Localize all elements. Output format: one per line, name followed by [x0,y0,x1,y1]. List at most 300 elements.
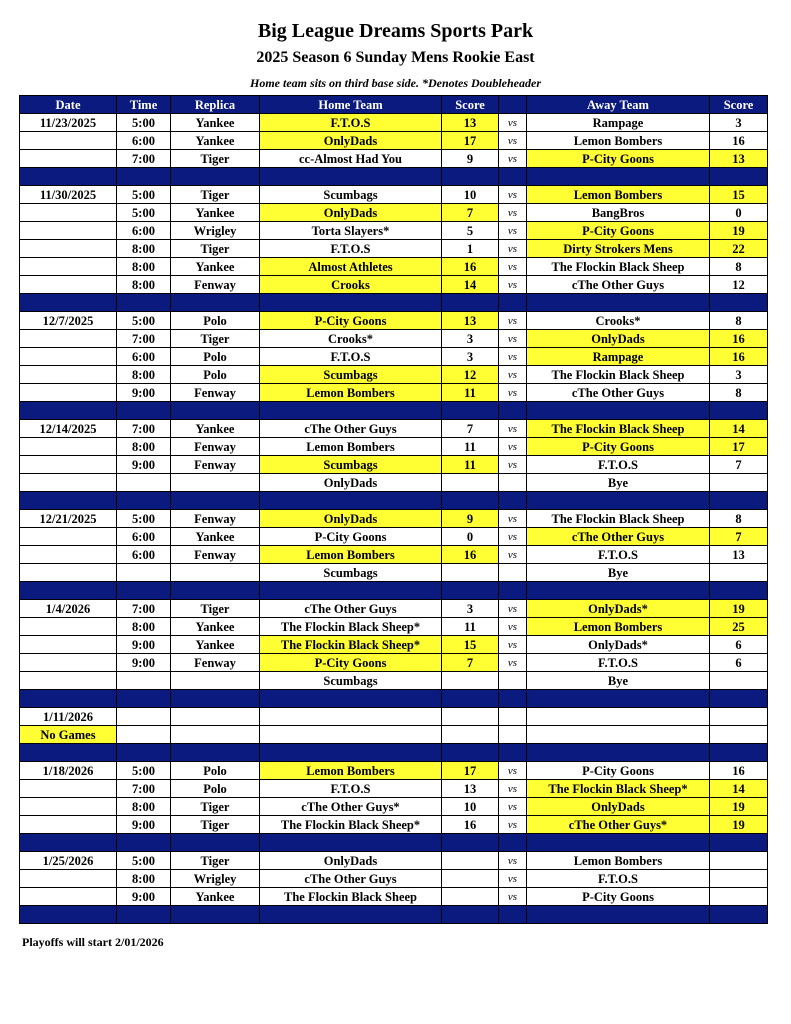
vs-cell: vs [499,888,527,906]
table-row [20,240,768,258]
separator-row [20,402,768,420]
time-cell: 8:00 [117,258,171,276]
date-cell [20,636,117,654]
date-cell [20,204,117,222]
home-team-cell [260,726,442,744]
vs-cell: vs [499,258,527,276]
away-team-cell: cThe Other Guys [527,384,710,402]
separator-cell [442,690,499,708]
date-cell: 1/18/2026 [20,762,117,780]
replica-cell: Tiger [171,852,260,870]
time-cell: 6:00 [117,222,171,240]
home-score-cell: 12 [442,366,499,384]
away-score-cell: 6 [710,636,768,654]
table-row [20,330,768,348]
vs-cell: vs [499,420,527,438]
vs-cell: vs [499,618,527,636]
vs-cell: vs [499,870,527,888]
vs-cell [499,474,527,492]
replica-cell: Yankee [171,258,260,276]
home-team-cell: Scumbags [260,186,442,204]
table-row [20,276,768,294]
table-row [20,456,768,474]
table-row [20,384,768,402]
separator-cell [527,582,710,600]
separator-cell [527,492,710,510]
away-score-cell: 19 [710,816,768,834]
vs-cell: vs [499,816,527,834]
vs-cell: vs [499,528,527,546]
col-header-away-score: Score [710,96,768,114]
time-cell: 5:00 [117,762,171,780]
time-cell: 6:00 [117,132,171,150]
away-score-cell [710,708,768,726]
separator-cell [171,582,260,600]
separator-row [20,834,768,852]
away-score-cell: 16 [710,132,768,150]
time-cell: 8:00 [117,870,171,888]
date-cell: 1/25/2026 [20,852,117,870]
time-cell: 7:00 [117,420,171,438]
date-cell [20,870,117,888]
away-team-cell: Rampage [527,114,710,132]
vs-cell: vs [499,348,527,366]
separator-cell [442,168,499,186]
time-cell: 5:00 [117,852,171,870]
separator-cell [117,690,171,708]
home-score-cell: 11 [442,384,499,402]
replica-cell: Fenway [171,276,260,294]
table-row [20,888,768,906]
separator-cell [710,744,768,762]
table-row [20,132,768,150]
away-team-cell: OnlyDads [527,798,710,816]
away-team-cell: Crooks* [527,312,710,330]
replica-cell [171,708,260,726]
schedule-table [19,95,768,924]
vs-cell: vs [499,384,527,402]
away-score-cell: 17 [710,438,768,456]
replica-cell: Fenway [171,510,260,528]
away-score-cell: 6 [710,654,768,672]
date-cell [20,888,117,906]
away-team-cell: The Flockin Black Sheep* [527,780,710,798]
away-score-cell: 8 [710,312,768,330]
table-row [20,636,768,654]
away-team-cell: cThe Other Guys [527,528,710,546]
date-cell: 12/21/2025 [20,510,117,528]
replica-cell: Fenway [171,546,260,564]
home-team-cell: OnlyDads [260,204,442,222]
vs-cell: vs [499,798,527,816]
separator-cell [499,690,527,708]
separator-cell [20,744,117,762]
home-team-cell: Crooks [260,276,442,294]
replica-cell: Tiger [171,240,260,258]
replica-cell: Yankee [171,888,260,906]
separator-cell [117,906,171,924]
away-score-cell: 16 [710,762,768,780]
away-team-cell: F.T.O.S [527,546,710,564]
separator-cell [442,906,499,924]
time-cell: 5:00 [117,204,171,222]
home-team-cell: Lemon Bombers [260,546,442,564]
time-cell: 8:00 [117,618,171,636]
away-team-cell: BangBros [527,204,710,222]
separator-cell [710,168,768,186]
away-score-cell: 19 [710,798,768,816]
date-cell: 11/30/2025 [20,186,117,204]
header-note: Home team sits on third base side. *Denotes Doubleheader [250,76,541,90]
away-score-cell: 25 [710,618,768,636]
separator-cell [710,492,768,510]
away-team-cell: P-City Goons [527,888,710,906]
away-score-cell: 13 [710,546,768,564]
table-row [20,546,768,564]
home-team-cell: F.T.O.S [260,114,442,132]
separator-cell [260,906,442,924]
separator-cell [20,492,117,510]
date-cell [20,366,117,384]
time-cell: 6:00 [117,348,171,366]
away-score-cell: 8 [710,258,768,276]
away-team-cell: OnlyDads [527,330,710,348]
vs-cell: vs [499,762,527,780]
col-header-time: Time [117,96,171,114]
schedule-body [20,114,768,924]
separator-cell [442,402,499,420]
away-score-cell [710,852,768,870]
time-cell: 8:00 [117,366,171,384]
separator-cell [260,690,442,708]
time-cell: 6:00 [117,546,171,564]
table-row [20,186,768,204]
separator-cell [442,582,499,600]
vs-cell: vs [499,204,527,222]
home-team-cell: OnlyDads [260,474,442,492]
replica-cell: Fenway [171,438,260,456]
replica-cell [171,564,260,582]
home-score-cell: 13 [442,114,499,132]
away-score-cell [710,672,768,690]
away-team-cell: Lemon Bombers [527,852,710,870]
away-team-cell: OnlyDads* [527,636,710,654]
home-score-cell: 10 [442,798,499,816]
date-cell: No Games [20,726,117,744]
separator-cell [171,906,260,924]
away-team-cell: P-City Goons [527,150,710,168]
playoffs-note: Playoffs will start 2/01/2026 [22,935,164,949]
away-score-cell: 12 [710,276,768,294]
time-cell: 9:00 [117,654,171,672]
table-row [20,672,768,690]
vs-cell: vs [499,780,527,798]
page-title: Big League Dreams Sports Park [257,20,534,42]
time-cell: 8:00 [117,798,171,816]
separator-cell [171,690,260,708]
separator-cell [499,294,527,312]
col-header-replica: Replica [171,96,260,114]
away-score-cell: 8 [710,510,768,528]
date-cell: 1/11/2026 [20,708,117,726]
date-cell [20,258,117,276]
home-score-cell: 14 [442,276,499,294]
away-team-cell: P-City Goons [527,762,710,780]
home-score-cell [442,726,499,744]
home-team-cell: Crooks* [260,330,442,348]
vs-cell: vs [499,240,527,258]
separator-cell [710,690,768,708]
separator-cell [20,168,117,186]
vs-cell: vs [499,222,527,240]
vs-cell: vs [499,636,527,654]
home-team-cell: Lemon Bombers [260,384,442,402]
home-team-cell: F.T.O.S [260,240,442,258]
time-cell [117,564,171,582]
date-cell [20,564,117,582]
away-team-cell: Bye [527,672,710,690]
home-score-cell: 3 [442,330,499,348]
separator-cell [171,492,260,510]
home-team-cell: F.T.O.S [260,780,442,798]
date-cell [20,672,117,690]
away-score-cell: 3 [710,366,768,384]
vs-cell: vs [499,600,527,618]
table-row [20,114,768,132]
replica-cell: Tiger [171,330,260,348]
away-score-cell: 14 [710,420,768,438]
away-team-cell: F.T.O.S [527,654,710,672]
home-score-cell: 17 [442,132,499,150]
date-cell [20,438,117,456]
date-cell [20,654,117,672]
table-row [20,654,768,672]
replica-cell: Yankee [171,114,260,132]
away-team-cell [527,726,710,744]
replica-cell: Tiger [171,150,260,168]
home-score-cell: 11 [442,618,499,636]
home-team-cell: P-City Goons [260,654,442,672]
separator-cell [260,582,442,600]
home-team-cell: Lemon Bombers [260,438,442,456]
vs-cell: vs [499,654,527,672]
home-score-cell: 11 [442,456,499,474]
table-row [20,564,768,582]
time-cell: 5:00 [117,510,171,528]
home-score-cell [442,474,499,492]
home-score-cell: 16 [442,816,499,834]
table-row [20,348,768,366]
away-score-cell: 19 [710,222,768,240]
table-row [20,150,768,168]
replica-cell: Polo [171,366,260,384]
away-score-cell: 19 [710,600,768,618]
home-score-cell: 11 [442,438,499,456]
table-row [20,708,768,726]
separator-cell [20,690,117,708]
home-team-cell: Scumbags [260,456,442,474]
vs-cell: vs [499,456,527,474]
separator-cell [710,906,768,924]
separator-cell [499,492,527,510]
away-team-cell: Lemon Bombers [527,186,710,204]
home-score-cell: 9 [442,150,499,168]
date-cell [20,132,117,150]
separator-row [20,294,768,312]
table-row [20,438,768,456]
replica-cell: Polo [171,348,260,366]
separator-cell [527,402,710,420]
away-score-cell: 7 [710,528,768,546]
home-score-cell: 16 [442,258,499,276]
away-team-cell: Bye [527,474,710,492]
replica-cell: Polo [171,312,260,330]
date-cell: 12/14/2025 [20,420,117,438]
replica-cell: Wrigley [171,222,260,240]
away-score-cell: 22 [710,240,768,258]
away-score-cell [710,726,768,744]
home-score-cell [442,564,499,582]
date-cell [20,150,117,168]
home-team-cell: cThe Other Guys [260,420,442,438]
time-cell [117,474,171,492]
away-team-cell: Dirty Strokers Mens [527,240,710,258]
home-score-cell: 17 [442,762,499,780]
time-cell: 9:00 [117,456,171,474]
home-team-cell: cThe Other Guys* [260,798,442,816]
col-header-vs [499,96,527,114]
home-team-cell: The Flockin Black Sheep [260,888,442,906]
separator-cell [527,906,710,924]
home-team-cell: cThe Other Guys [260,600,442,618]
replica-cell: Yankee [171,420,260,438]
table-row [20,762,768,780]
separator-cell [117,492,171,510]
time-cell [117,672,171,690]
separator-cell [20,834,117,852]
table-row [20,600,768,618]
separator-cell [171,402,260,420]
time-cell: 6:00 [117,528,171,546]
date-cell [20,348,117,366]
away-score-cell [710,564,768,582]
date-cell [20,816,117,834]
separator-cell [117,582,171,600]
separator-cell [260,402,442,420]
separator-cell [527,294,710,312]
replica-cell: Tiger [171,186,260,204]
away-score-cell: 13 [710,150,768,168]
table-row [20,312,768,330]
table-row [20,798,768,816]
separator-cell [20,402,117,420]
away-score-cell: 8 [710,384,768,402]
time-cell [117,708,171,726]
home-team-cell [260,708,442,726]
date-cell [20,798,117,816]
time-cell: 5:00 [117,186,171,204]
home-team-cell: Scumbags [260,564,442,582]
home-score-cell: 16 [442,546,499,564]
separator-cell [171,294,260,312]
replica-cell [171,726,260,744]
col-header-away-team: Away Team [527,96,710,114]
home-team-cell: P-City Goons [260,312,442,330]
col-header-date: Date [20,96,117,114]
home-team-cell: F.T.O.S [260,348,442,366]
home-score-cell: 3 [442,348,499,366]
separator-cell [260,744,442,762]
separator-cell [20,582,117,600]
date-cell [20,330,117,348]
home-team-cell: Scumbags [260,672,442,690]
separator-cell [117,294,171,312]
separator-cell [171,744,260,762]
home-team-cell: Lemon Bombers [260,762,442,780]
replica-cell: Polo [171,780,260,798]
separator-row [20,168,768,186]
replica-cell: Tiger [171,600,260,618]
time-cell: 8:00 [117,438,171,456]
separator-cell [117,834,171,852]
date-cell [20,456,117,474]
vs-cell [499,672,527,690]
replica-cell: Tiger [171,798,260,816]
separator-cell [527,168,710,186]
table-row [20,366,768,384]
table-row [20,528,768,546]
vs-cell: vs [499,150,527,168]
time-cell: 5:00 [117,312,171,330]
table-row [20,258,768,276]
away-score-cell: 0 [710,204,768,222]
replica-cell: Fenway [171,384,260,402]
home-score-cell [442,870,499,888]
separator-cell [442,744,499,762]
date-cell [20,222,117,240]
home-team-cell: Almost Athletes [260,258,442,276]
home-score-cell: 1 [442,240,499,258]
date-cell [20,240,117,258]
date-cell [20,546,117,564]
separator-cell [20,906,117,924]
separator-cell [710,834,768,852]
replica-cell: Polo [171,762,260,780]
date-cell [20,618,117,636]
home-score-cell: 13 [442,780,499,798]
separator-cell [442,834,499,852]
home-team-cell: P-City Goons [260,528,442,546]
table-row [20,816,768,834]
time-cell: 8:00 [117,276,171,294]
separator-cell [20,294,117,312]
vs-cell: vs [499,312,527,330]
vs-cell: vs [499,546,527,564]
away-team-cell: The Flockin Black Sheep [527,258,710,276]
separator-cell [710,402,768,420]
time-cell: 9:00 [117,384,171,402]
separator-cell [171,168,260,186]
home-team-cell: OnlyDads [260,852,442,870]
replica-cell [171,474,260,492]
home-score-cell [442,852,499,870]
away-score-cell: 14 [710,780,768,798]
vs-cell: vs [499,366,527,384]
separator-cell [499,834,527,852]
separator-cell [117,168,171,186]
away-team-cell: cThe Other Guys* [527,816,710,834]
replica-cell: Fenway [171,456,260,474]
